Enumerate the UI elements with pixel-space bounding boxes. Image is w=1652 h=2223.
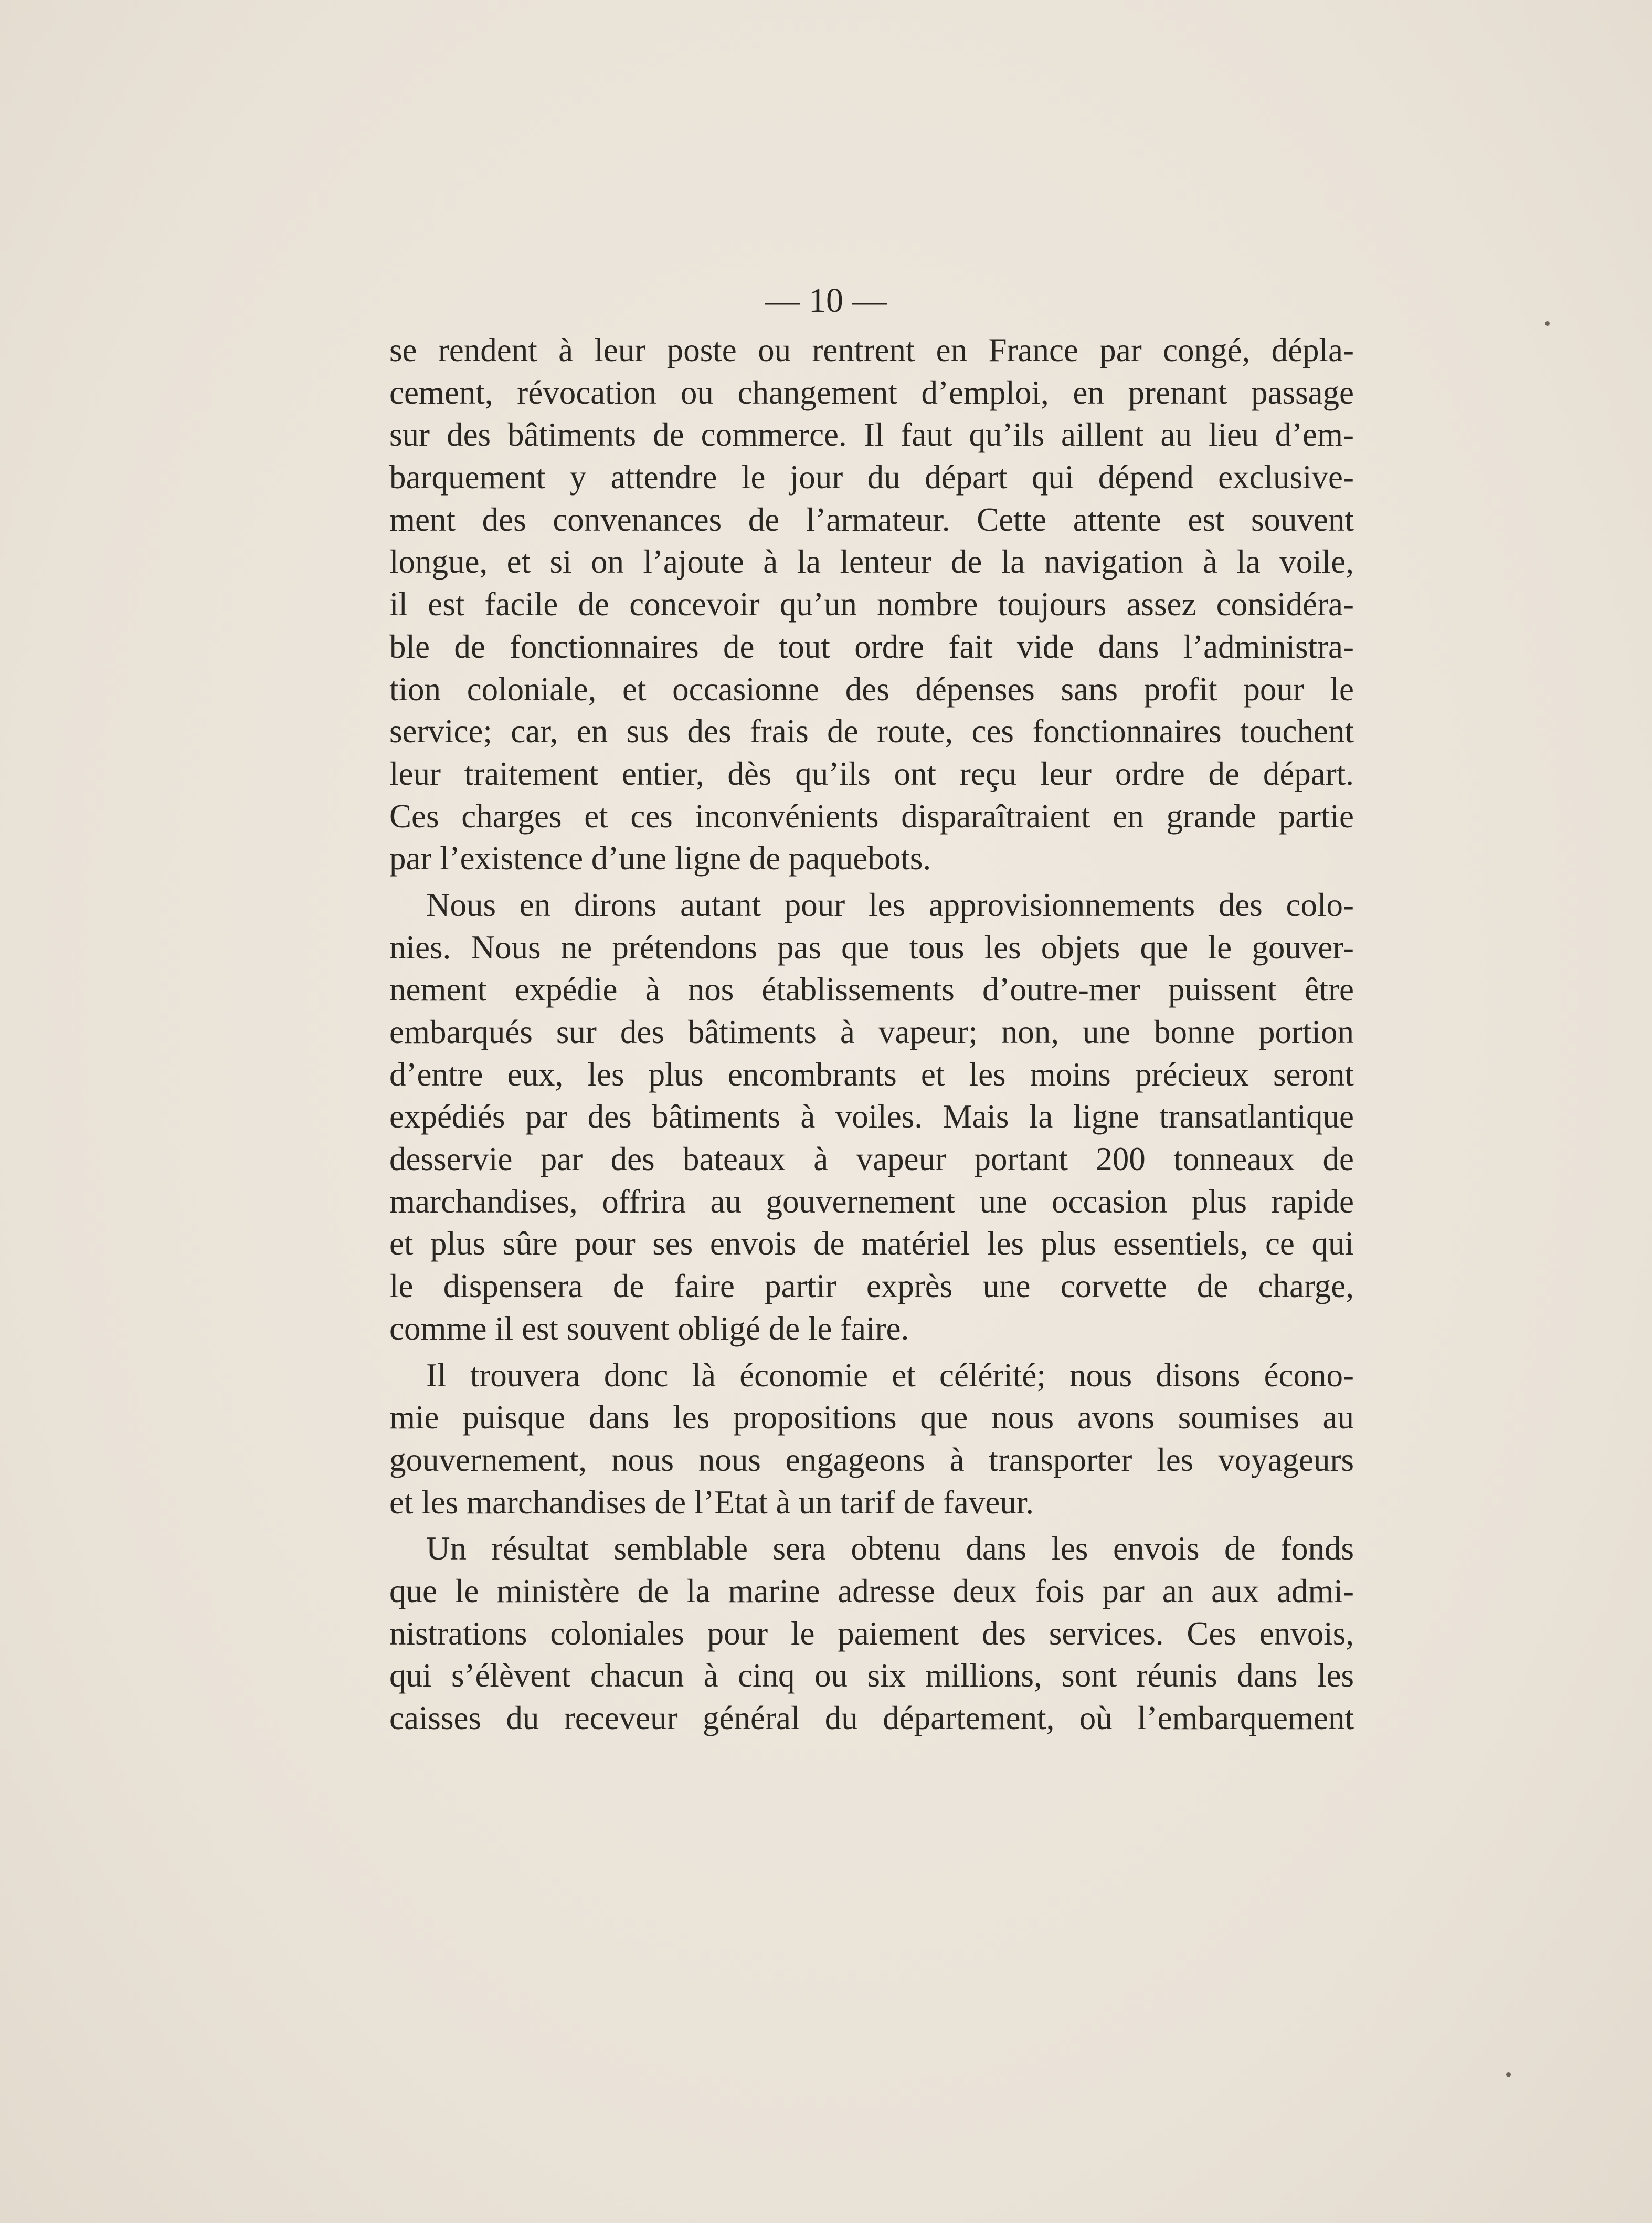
text-line: barquement y attendre le jour du départ qui dépend exclusive- bbox=[389, 459, 1354, 496]
text-line: que le ministère de la marine adresse deux fois par an aux admi- bbox=[389, 1572, 1354, 1609]
text-line: marchandises, offrira au gouvernement une occasion plus rapide bbox=[389, 1183, 1354, 1220]
text-line: Nous en dirons autant pour les approvisionnements des colo- bbox=[426, 886, 1354, 923]
text-line: ment des convenances de l’armateur. Cette attente est souvent bbox=[389, 501, 1354, 538]
text-line: et les marchandises de l’Etat à un tarif de faveur. bbox=[389, 1483, 1034, 1521]
text-line: ble de fonctionnaires de tout ordre fait vide dans l’administra- bbox=[389, 628, 1354, 665]
text-line: embarqués sur des bâtiments à vapeur; non, une bonne portion bbox=[389, 1014, 1354, 1050]
text-line: il est facile de concevoir qu’un nombre toujours assez considéra- bbox=[389, 586, 1354, 623]
page-number: — 10 — bbox=[765, 281, 887, 320]
paragraph-4 bbox=[389, 1527, 1354, 1739]
text-line: Il trouvera donc là économie et célérité; nous disons écono- bbox=[426, 1356, 1354, 1394]
text-line: d’entre eux, les plus encombrants et les moins précieux seront bbox=[389, 1056, 1354, 1093]
paragraph-3 bbox=[389, 1354, 1354, 1524]
paper-speck bbox=[1506, 2072, 1511, 2077]
text-line: leur traitement entier, dès qu’ils ont reçu leur ordre de départ. bbox=[389, 755, 1354, 792]
text-line: et plus sûre pour ses envois de matériel les plus essentiels, ce qui bbox=[389, 1225, 1354, 1262]
text-line: Un résultat semblable sera obtenu dans les envois de fonds bbox=[426, 1530, 1354, 1567]
text-line: se rendent à leur poste ou rentrent en France par congé, dépla- bbox=[389, 332, 1354, 368]
text-line: gouvernement, nous nous engageons à transporter les voyageurs bbox=[389, 1441, 1354, 1478]
paper-speck bbox=[1545, 321, 1550, 326]
text-line: le dispensera de faire partir exprès une corvette de charge, bbox=[389, 1268, 1354, 1305]
text-line: qui s’élèvent chacun à cinq ou six millions, sont réunis dans les bbox=[389, 1657, 1354, 1694]
text-line: nement expédie à nos établissements d’outre-mer puissent être bbox=[389, 971, 1354, 1008]
text-line: nistrations coloniales pour le paiement des services. Ces envois, bbox=[389, 1615, 1354, 1652]
paragraph-1 bbox=[389, 329, 1354, 880]
text-line: longue, et si on l’ajoute à la lenteur de la navigation à la voile, bbox=[389, 543, 1354, 581]
text-line: sur des bâtiments de commerce. Il faut qu’ils aillent au lieu d’em- bbox=[389, 416, 1354, 454]
text-line: caisses du receveur général du département, où l’embarquement bbox=[389, 1700, 1354, 1736]
text-line: nies. Nous ne prétendons pas que tous les objets que le gouver- bbox=[389, 929, 1354, 966]
text-line: Ces charges et ces inconvénients disparaîtraient en grande partie bbox=[389, 797, 1354, 835]
text-line: service; car, en sus des frais de route, ces fonctionnaires touchent bbox=[389, 713, 1354, 750]
text-line: desservie par des bateaux à vapeur portant 200 tonneaux de bbox=[389, 1141, 1354, 1178]
text-line: comme il est souvent obligé de le faire. bbox=[389, 1310, 909, 1347]
text-line: par l’existence d’une ligne de paquebots. bbox=[389, 840, 931, 877]
paragraph-2 bbox=[389, 884, 1354, 1350]
text-line: expédiés par des bâtiments à voiles. Mais la ligne transatlantique bbox=[389, 1098, 1354, 1135]
body-text bbox=[389, 329, 1354, 1740]
text-line: cement, révocation ou changement d’emploi, en prenant passage bbox=[389, 374, 1354, 411]
text-line: tion coloniale, et occasionne des dépenses sans profit pour le bbox=[389, 670, 1354, 708]
text-line: mie puisque dans les propositions que nous avons soumises au bbox=[389, 1399, 1354, 1436]
